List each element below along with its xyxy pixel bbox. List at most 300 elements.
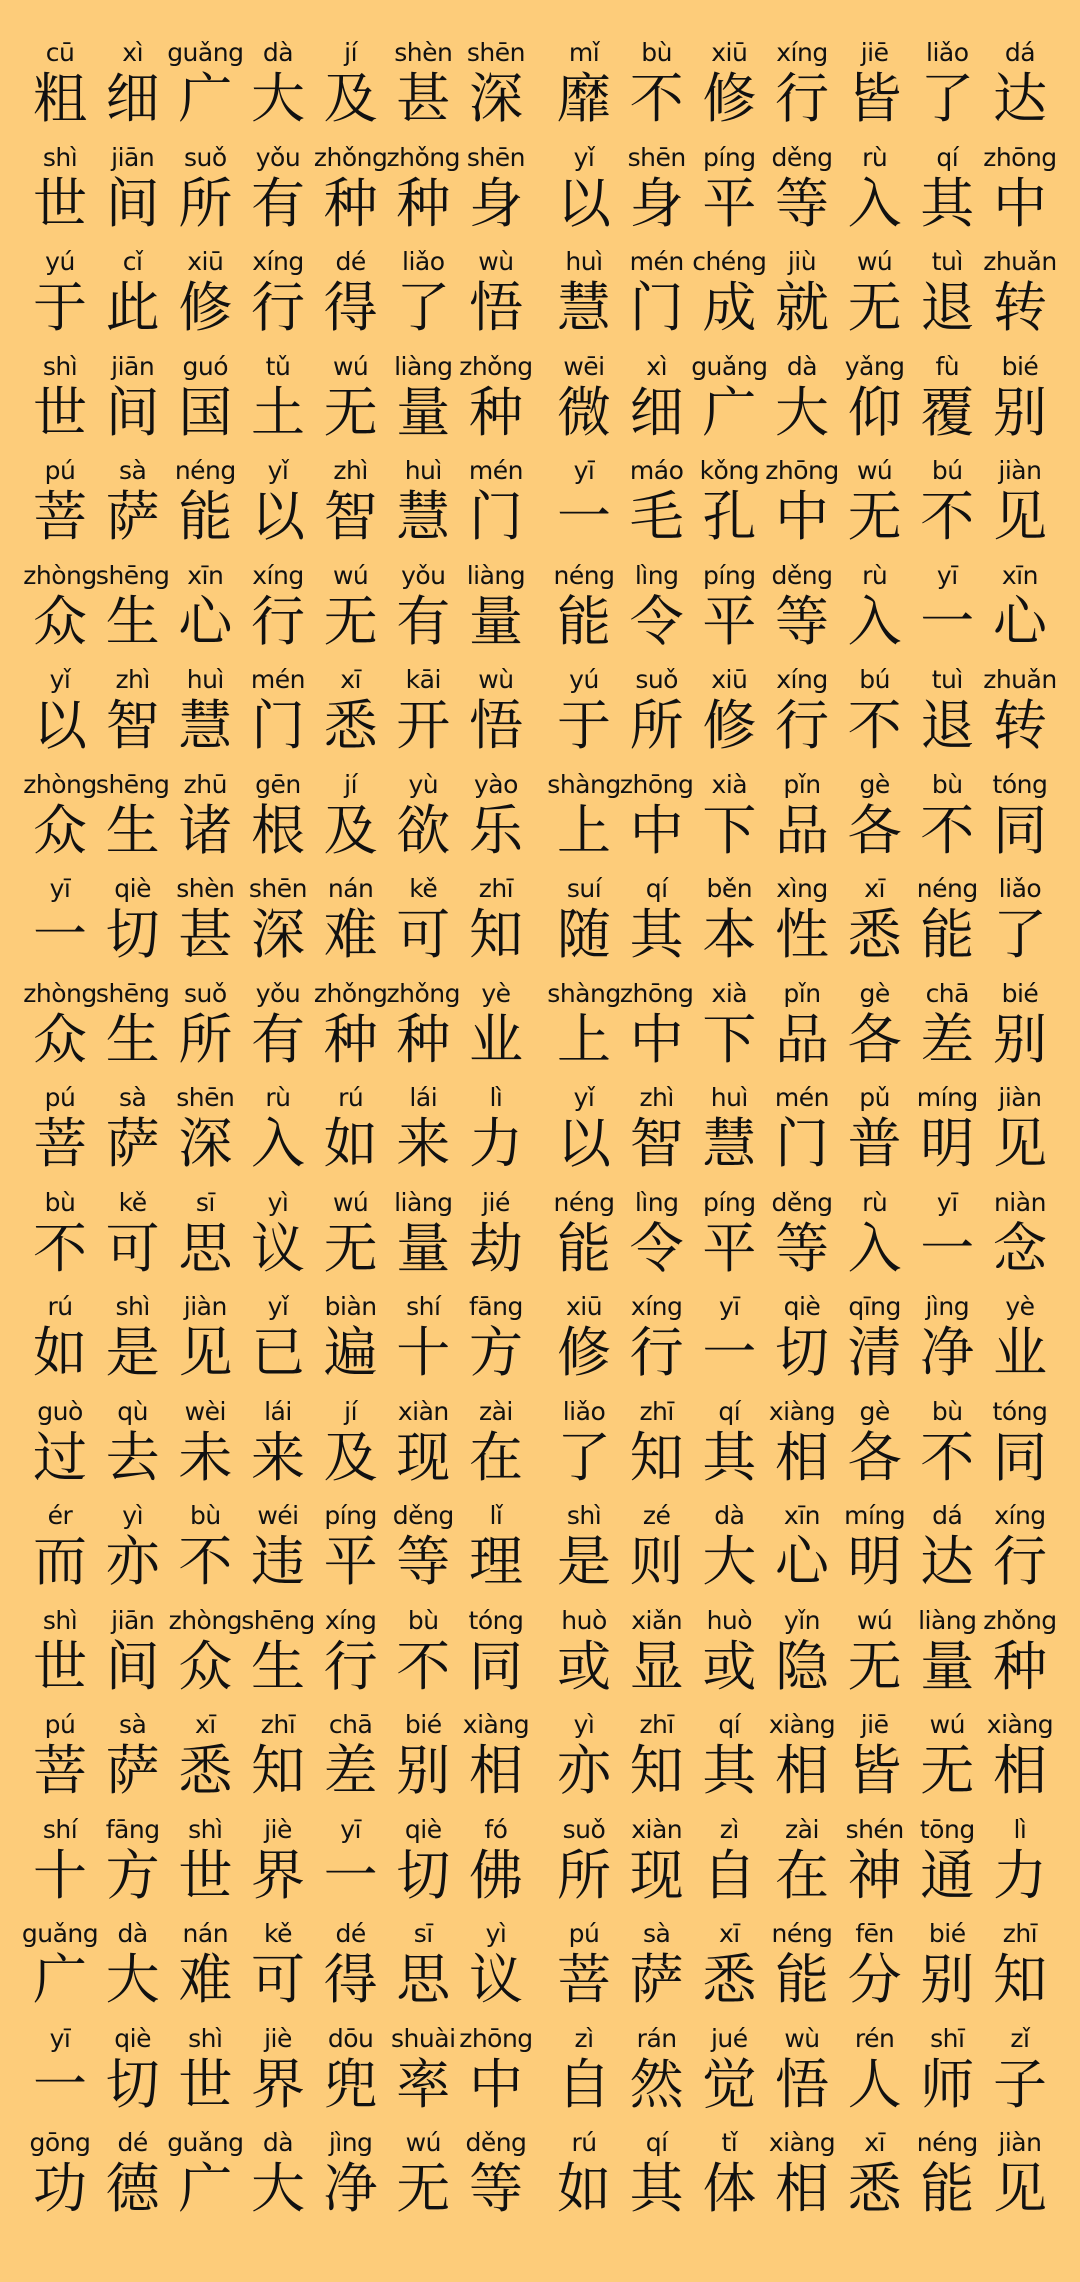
- character-cell: [911, 1083, 983, 1188]
- character-cell: [911, 1606, 983, 1711]
- hanzi-character: 一: [323, 1843, 378, 1907]
- hanzi-character: 入: [847, 589, 902, 653]
- pinyin-text: shēn: [248, 874, 308, 903]
- character-cell: [169, 1815, 241, 1920]
- character-cell: [242, 1188, 314, 1293]
- verse-line: [548, 1606, 1056, 1711]
- pinyin-text: xiū: [565, 1292, 603, 1321]
- hanzi-character: 或: [557, 1634, 611, 1698]
- hanzi-character: 在: [468, 1425, 523, 1489]
- character-cell: [621, 665, 693, 770]
- pinyin-text: liǎo: [562, 1396, 606, 1426]
- hanzi-character: 十: [33, 1843, 87, 1907]
- hanzi-character: 可: [105, 1216, 160, 1280]
- character-cell: [24, 1606, 96, 1711]
- hanzi-character: 退: [920, 694, 975, 757]
- hanzi-character: 无: [847, 276, 902, 339]
- hanzi-character: 来: [250, 1425, 305, 1489]
- character-cell: [315, 1710, 387, 1815]
- character-cell: [169, 456, 241, 561]
- hanzi-character: 广: [178, 2157, 233, 2220]
- hanzi-character: 然: [629, 2052, 684, 2116]
- pinyin-text: niàn: [993, 1187, 1046, 1217]
- hanzi-character: 可: [250, 1948, 305, 2011]
- pinyin-text: shēn: [627, 142, 686, 172]
- pinyin-text: kǒng: [699, 456, 760, 485]
- hanzi-character: 众: [33, 589, 87, 653]
- character-cell: [766, 1815, 838, 1920]
- hanzi-character: 行: [250, 276, 305, 339]
- hanzi-character: 可: [396, 903, 451, 966]
- character-cell: [460, 38, 532, 143]
- pinyin-text: zhuǎn: [983, 665, 1057, 694]
- hanzi-character: 量: [396, 1216, 451, 1280]
- character-cell: [97, 770, 169, 875]
- hanzi-character: 生: [105, 589, 160, 653]
- hanzi-character: 平: [702, 171, 757, 235]
- character-cell: [242, 2128, 314, 2233]
- character-cell: [621, 1397, 693, 1502]
- pinyin-text: yī: [49, 874, 71, 903]
- pinyin-text: liǎo: [926, 38, 969, 67]
- character-cell: [24, 874, 96, 979]
- pinyin-text: fāng: [105, 1814, 160, 1844]
- pinyin-text: nán: [327, 874, 374, 903]
- hanzi-character: 去: [105, 1425, 160, 1489]
- pinyin-text: jiē: [860, 38, 889, 67]
- hanzi-character: 世: [178, 2052, 233, 2116]
- pinyin-text: xià: [711, 769, 748, 799]
- hanzi-character: 退: [920, 276, 975, 339]
- verse-line: [548, 1083, 1056, 1188]
- hanzi-character: 普: [847, 1112, 902, 1175]
- hanzi-character: 所: [178, 171, 233, 235]
- character-cell: [387, 38, 459, 143]
- character-cell: [24, 456, 96, 561]
- hanzi-character: 等: [396, 1530, 451, 1593]
- character-cell: [24, 143, 96, 248]
- character-cell: [24, 1815, 96, 1920]
- hanzi-character: 师: [920, 2052, 975, 2116]
- pinyin-text: néng: [553, 560, 615, 590]
- character-cell: [911, 874, 983, 979]
- hanzi-character: 慧: [178, 694, 233, 757]
- pinyin-text: wú: [332, 560, 369, 590]
- character-cell: [911, 1815, 983, 1920]
- character-cell: [242, 770, 314, 875]
- character-cell: [315, 1397, 387, 1502]
- character-cell: [242, 665, 314, 770]
- hanzi-character: 生: [105, 1007, 160, 1071]
- pinyin-text: xíng: [630, 1292, 683, 1321]
- hanzi-character: 切: [105, 903, 160, 966]
- character-cell: [315, 979, 387, 1084]
- character-cell: [621, 2024, 693, 2129]
- character-cell: [315, 352, 387, 457]
- character-cell: [315, 770, 387, 875]
- pinyin-text: tōng: [919, 1814, 975, 1844]
- character-cell: [97, 352, 169, 457]
- pinyin-text: zhī: [1002, 1919, 1038, 1948]
- hanzi-character: 等: [468, 2157, 523, 2220]
- hanzi-character: 切: [105, 2052, 160, 2116]
- character-cell: [169, 770, 241, 875]
- pinyin-text: bù: [931, 1396, 963, 1426]
- hanzi-character: 以: [33, 694, 87, 757]
- character-cell: [839, 561, 911, 666]
- character-cell: [24, 1710, 96, 1815]
- pinyin-text: liǎo: [402, 247, 445, 276]
- character-cell: [387, 247, 459, 352]
- character-cell: [911, 770, 983, 875]
- hanzi-character: 等: [774, 1216, 829, 1280]
- hanzi-character: 生: [105, 798, 160, 862]
- pinyin-text: yī: [49, 2023, 71, 2053]
- pinyin-text: zhōng: [765, 456, 839, 485]
- pinyin-text: xiàng: [768, 1710, 836, 1739]
- character-cell: [911, 38, 983, 143]
- hanzi-character: 已: [250, 1321, 305, 1384]
- character-cell: [693, 1501, 765, 1606]
- pinyin-text: liàng: [466, 560, 526, 590]
- character-cell: [97, 1501, 169, 1606]
- hanzi-character: 皆: [847, 67, 902, 130]
- hanzi-character: 众: [33, 798, 87, 862]
- hanzi-character: 知: [629, 1739, 684, 1802]
- hanzi-character: 无: [323, 1216, 378, 1280]
- hanzi-character: 是: [105, 1321, 160, 1384]
- hanzi-character: 难: [323, 903, 378, 966]
- pinyin-text: xiǎn: [631, 1605, 683, 1635]
- hanzi-character: 种: [323, 1007, 378, 1071]
- pinyin-text: rú: [338, 1083, 364, 1112]
- pinyin-text: guǎng: [691, 351, 768, 381]
- character-cell: [548, 247, 620, 352]
- pinyin-text: dōu: [327, 2023, 374, 2053]
- hanzi-character: 亦: [557, 1739, 611, 1802]
- pinyin-text: suǒ: [635, 665, 678, 694]
- hanzi-character: 广: [33, 1948, 87, 2011]
- character-cell: [242, 1710, 314, 1815]
- hanzi-character: 悉: [702, 1948, 757, 2011]
- hanzi-character: 见: [992, 485, 1047, 548]
- verse-line: [24, 1083, 532, 1188]
- character-cell: [548, 352, 620, 457]
- character-cell: [621, 1919, 693, 2024]
- hanzi-character: 转: [992, 694, 1047, 757]
- pinyin-text: dà: [117, 1919, 148, 1948]
- hanzi-character: 思: [178, 1216, 233, 1280]
- hanzi-character: 种: [396, 171, 451, 235]
- character-cell: [839, 979, 911, 1084]
- hanzi-character: 悉: [847, 903, 902, 966]
- character-cell: [460, 2128, 532, 2233]
- hanzi-character: 以: [557, 1112, 611, 1175]
- character-cell: [242, 1083, 314, 1188]
- hanzi-character: 广: [178, 67, 233, 130]
- hanzi-character: 别: [396, 1739, 451, 1802]
- hanzi-character: 未: [178, 1425, 233, 1489]
- hanzi-character: 等: [774, 171, 829, 235]
- pinyin-text: shí: [406, 1292, 441, 1321]
- pinyin-text: běn: [706, 874, 753, 903]
- pinyin-text: huì: [404, 456, 442, 485]
- pinyin-text: xiàn: [397, 1396, 449, 1426]
- pinyin-text: bú: [931, 456, 963, 485]
- character-cell: [548, 1710, 620, 1815]
- hanzi-character: 来: [396, 1112, 451, 1175]
- character-cell: [693, 2128, 765, 2233]
- hanzi-character: 净: [323, 2157, 378, 2220]
- pinyin-text: jué: [710, 2023, 748, 2053]
- hanzi-character: 觉: [702, 2052, 757, 2116]
- hanzi-character: 根: [250, 798, 305, 862]
- hanzi-character: 悟: [468, 276, 523, 339]
- hanzi-character: 了: [396, 276, 451, 339]
- character-cell: [911, 1397, 983, 1502]
- hanzi-character: 不: [33, 1216, 87, 1280]
- character-cell: [839, 1710, 911, 1815]
- character-cell: [621, 1606, 693, 1711]
- verse-line: [548, 979, 1056, 1084]
- character-cell: [169, 1083, 241, 1188]
- hanzi-character: 仰: [847, 380, 902, 444]
- hanzi-character: 于: [557, 694, 611, 757]
- hanzi-character: 是: [557, 1530, 611, 1593]
- character-cell: [24, 979, 96, 1084]
- pinyin-text: shàng: [547, 978, 621, 1008]
- character-cell: [169, 561, 241, 666]
- hanzi-character: 于: [33, 276, 87, 339]
- character-cell: [839, 1606, 911, 1711]
- pinyin-text: shēn: [466, 38, 525, 67]
- pinyin-text: huì: [186, 665, 224, 694]
- hanzi-character: 品: [774, 798, 829, 862]
- hanzi-character: 行: [774, 694, 829, 757]
- hanzi-character: 行: [250, 589, 305, 653]
- hanzi-character: 悟: [468, 694, 523, 757]
- pinyin-text: shēng: [95, 560, 170, 590]
- pinyin-text: liǎo: [998, 874, 1042, 903]
- pinyin-text: lìng: [634, 560, 679, 590]
- character-cell: [766, 1606, 838, 1711]
- hanzi-character: 孔: [702, 485, 757, 548]
- hanzi-character: 靡: [557, 67, 611, 130]
- pinyin-text: zhòng: [168, 1605, 243, 1635]
- character-cell: [387, 770, 459, 875]
- character-cell: [621, 874, 693, 979]
- character-cell: [387, 2024, 459, 2129]
- hanzi-character: 细: [105, 67, 160, 130]
- pinyin-text: xiàng: [768, 1396, 836, 1426]
- character-cell: [693, 561, 765, 666]
- character-cell: [693, 1815, 765, 1920]
- verse-line: [24, 1188, 532, 1293]
- character-cell: [911, 1292, 983, 1397]
- hanzi-character: 各: [847, 798, 902, 862]
- pinyin-text: děng: [771, 560, 833, 590]
- character-cell: [548, 1188, 620, 1293]
- pinyin-text: zì: [574, 2023, 594, 2053]
- hanzi-character: 心: [992, 589, 1047, 653]
- pinyin-text: suí: [566, 874, 602, 903]
- hanzi-character: 所: [557, 1843, 611, 1907]
- hanzi-character: 众: [178, 1634, 233, 1698]
- pinyin-text: xī: [340, 665, 361, 694]
- pinyin-text: néng: [916, 2128, 978, 2157]
- hanzi-character: 差: [920, 1007, 975, 1071]
- character-cell: [97, 1292, 169, 1397]
- verse-line: [548, 143, 1056, 248]
- character-cell: [911, 979, 983, 1084]
- hanzi-character: 萨: [105, 485, 160, 548]
- pinyin-text: wú: [405, 2128, 441, 2157]
- pinyin-text: píng: [324, 1501, 377, 1530]
- hanzi-character: 通: [920, 1843, 975, 1907]
- verse-line: [24, 1501, 532, 1606]
- pinyin-text: shì: [115, 1292, 150, 1321]
- pinyin-text: qí: [645, 2128, 668, 2157]
- hanzi-character: 在: [774, 1843, 829, 1907]
- pinyin-text: zhǒng: [313, 978, 388, 1008]
- hanzi-character: 能: [920, 903, 975, 966]
- hanzi-character: 所: [629, 694, 684, 757]
- pinyin-text: qí: [718, 1396, 741, 1426]
- character-cell: [839, 1397, 911, 1502]
- character-cell: [839, 2128, 911, 2233]
- character-cell: [766, 1919, 838, 2024]
- verse-line: [24, 2128, 532, 2233]
- hanzi-character: 不: [629, 67, 684, 130]
- pinyin-text: shì: [188, 2023, 223, 2053]
- character-cell: [97, 38, 169, 143]
- hanzi-character: 知: [992, 1948, 1047, 2011]
- character-cell: [387, 1815, 459, 1920]
- character-cell: [169, 247, 241, 352]
- pinyin-text: liàng: [394, 1187, 453, 1217]
- hanzi-character: 以: [250, 485, 305, 548]
- pinyin-text: gēn: [255, 769, 301, 799]
- verse-line: [24, 874, 532, 979]
- pinyin-text: bié: [1001, 351, 1039, 381]
- hanzi-character: 不: [847, 694, 902, 757]
- character-cell: [387, 561, 459, 666]
- verse-line: [24, 1292, 532, 1397]
- hanzi-character: 门: [250, 694, 305, 757]
- pinyin-text: wú: [856, 456, 893, 485]
- pinyin-text: xīn: [783, 1501, 821, 1530]
- character-cell: [387, 1292, 459, 1397]
- character-cell: [766, 247, 838, 352]
- pinyin-text: qiè: [404, 1814, 442, 1844]
- pinyin-text: shí: [42, 1814, 78, 1844]
- character-cell: [766, 38, 838, 143]
- character-cell: [460, 874, 532, 979]
- hanzi-character: 体: [702, 2157, 757, 2220]
- hanzi-character: 如: [557, 2157, 611, 2220]
- hanzi-character: 微: [557, 380, 611, 444]
- pinyin-text: dà: [786, 351, 818, 381]
- hanzi-character: 及: [323, 798, 378, 862]
- hanzi-character: 明: [847, 1530, 902, 1593]
- pinyin-text: děng: [771, 142, 833, 172]
- pinyin-text: yī: [718, 1292, 740, 1321]
- character-cell: [548, 456, 620, 561]
- pinyin-text: qí: [936, 142, 959, 172]
- character-cell: [242, 456, 314, 561]
- character-cell: [242, 247, 314, 352]
- pinyin-text: xī: [194, 1710, 216, 1739]
- character-cell: [839, 352, 911, 457]
- hanzi-character: 思: [396, 1948, 451, 2011]
- character-cell: [621, 247, 693, 352]
- character-cell: [766, 352, 838, 457]
- character-cell: [839, 1501, 911, 1606]
- pinyin-text: bié: [404, 1710, 442, 1739]
- character-cell: [242, 1397, 314, 1502]
- character-cell: [315, 38, 387, 143]
- verse-line: [548, 456, 1056, 561]
- pinyin-text: wù: [784, 2023, 820, 2053]
- hanzi-character: 亦: [105, 1530, 160, 1593]
- pinyin-text: xíng: [776, 38, 828, 67]
- hanzi-character: 修: [702, 67, 757, 130]
- hanzi-character: 了: [992, 903, 1047, 966]
- character-cell: [693, 665, 765, 770]
- character-cell: [315, 561, 387, 666]
- pinyin-text: pú: [568, 1919, 600, 1948]
- pinyin-text: kě: [118, 1187, 147, 1217]
- pinyin-text: wú: [929, 1710, 965, 1739]
- hanzi-character: 隐: [774, 1634, 829, 1698]
- pinyin-text: děng: [465, 2128, 527, 2157]
- hanzi-character: 上: [557, 798, 611, 862]
- hanzi-character: 其: [702, 1739, 757, 1802]
- character-cell: [460, 1397, 532, 1502]
- hanzi-character: 一: [557, 485, 611, 548]
- character-cell: [169, 1710, 241, 1815]
- hanzi-character: 随: [557, 903, 611, 966]
- character-cell: [984, 247, 1056, 352]
- character-cell: [315, 1083, 387, 1188]
- character-cell: [621, 1501, 693, 1606]
- character-cell: [911, 665, 983, 770]
- pinyin-text: wèi: [184, 1396, 226, 1426]
- character-cell: [984, 1188, 1056, 1293]
- character-cell: [24, 352, 96, 457]
- hanzi-character: 议: [250, 1216, 305, 1280]
- pinyin-text: zhū: [183, 769, 227, 799]
- pinyin-text: chā: [925, 978, 969, 1008]
- pinyin-text: zhōng: [619, 978, 694, 1008]
- pinyin-text: zhǒng: [983, 1605, 1057, 1635]
- hanzi-character: 人: [847, 2052, 902, 2116]
- pinyin-text: míng: [916, 1083, 978, 1112]
- character-cell: [315, 247, 387, 352]
- character-cell: [242, 1815, 314, 1920]
- pinyin-text: qù: [117, 1396, 149, 1426]
- verse-line: [24, 665, 532, 770]
- character-cell: [984, 38, 1056, 143]
- pinyin-text: wēi: [563, 351, 605, 381]
- character-cell: [984, 1292, 1056, 1397]
- pinyin-text: gōng: [29, 2128, 91, 2157]
- character-cell: [548, 38, 620, 143]
- character-cell: [984, 1397, 1056, 1502]
- verse-line: [548, 1501, 1056, 1606]
- pinyin-text: yì: [267, 1187, 289, 1217]
- hanzi-character: 萨: [629, 1948, 684, 2011]
